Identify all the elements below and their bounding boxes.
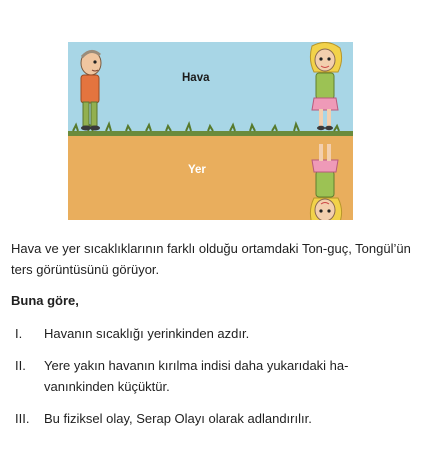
- statement-number: III.: [15, 411, 30, 426]
- air-label: Hava: [182, 72, 210, 84]
- question-body: [11, 238, 415, 440]
- statement-number: II.: [15, 358, 26, 373]
- statement-text: Havanın sıcaklığı yerinkinden azdır.: [44, 326, 250, 341]
- statement-text: Bu fiziksel olay, Serap Olayı olarak adlandırılır.: [44, 411, 312, 426]
- statement-text: Yere yakın havanın kırılma indisi daha yukarıdaki ha-vanınkinden küçüktür.: [44, 358, 349, 394]
- mirage-scene: [68, 42, 353, 220]
- statement-number: I.: [15, 326, 23, 341]
- question-lead: Buna göre,: [11, 293, 79, 308]
- ground-label: Yer: [188, 164, 206, 176]
- intro-paragraph: Hava ve yer sıcaklıklarının farklı olduğu ortamdaki Ton-guç, Tongül’ün ters görüntüsünü görüyor.: [11, 241, 411, 277]
- statement-item: [11, 355, 415, 397]
- ground-area: [68, 135, 353, 220]
- mirage-illustration: [68, 42, 353, 220]
- statement-item: [11, 408, 415, 429]
- statement-item: [11, 323, 415, 344]
